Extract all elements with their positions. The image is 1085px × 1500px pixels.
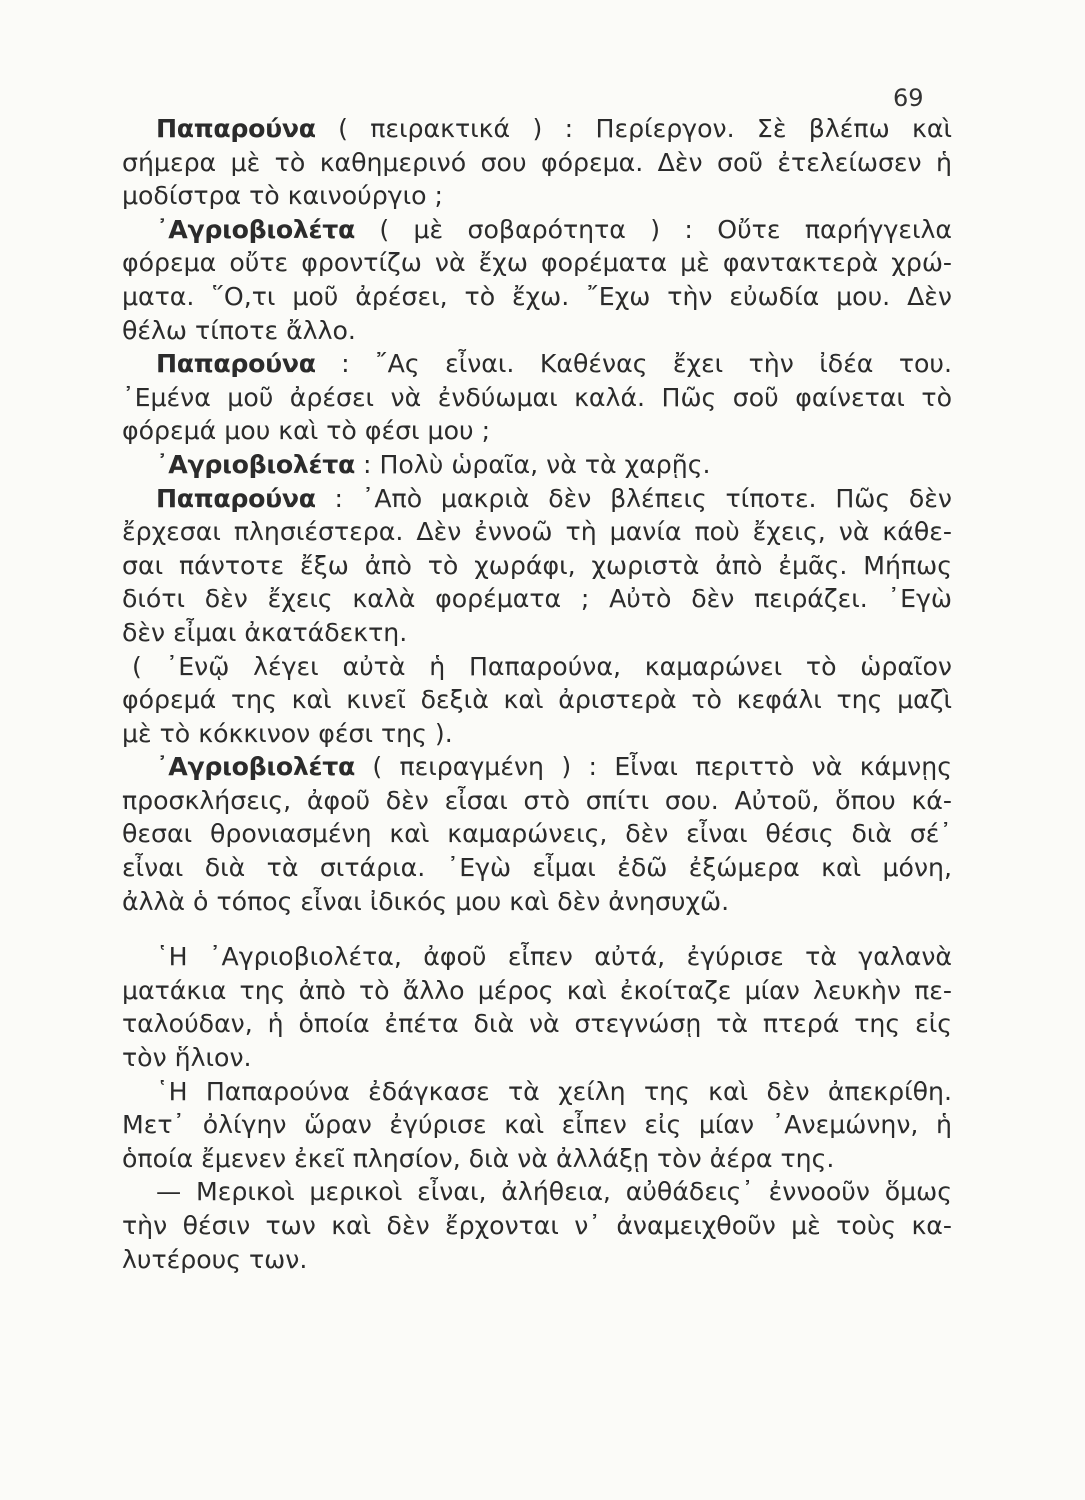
speaker-name: Παπαρούνα bbox=[156, 349, 316, 379]
text-line: ἀλλὰ ὁ τόπος εἶναι ἰδικός μου καὶ δὲν ἀνησυχῶ. bbox=[122, 886, 730, 916]
speaker-name: ᾿Αγριοβιολέτα bbox=[156, 752, 355, 782]
text-line: Μετ᾿ ὀλίγην ὥραν ἐγύρισε καὶ εἶπεν εἰς μίαν ᾿Ανεμώνην, ἡ bbox=[122, 1110, 952, 1140]
text-line: ῾Η ᾿Αγριοβιολέτα, ἀφοῦ εἶπεν αὐτά, ἐγύρισε τὰ γαλανὰ bbox=[156, 942, 952, 972]
stage-direction: μὲ τὸ κόκκινον φέσι της ). bbox=[122, 718, 453, 748]
text-line: ἔρχεσαι πλησιέστερα. Δὲν ἐννοῶ τὴ μανία ποὺ ἔχεις, νὰ κάθε- bbox=[122, 517, 952, 547]
text-line: προσκλήσεις, ἀφοῦ δὲν εἶσαι στὸ σπίτι σου. Αὐτοῦ, ὅπου κά- bbox=[122, 785, 952, 815]
stage-direction: ( ᾿Ενῷ λέγει αὐτὰ ἡ Παπαρούνα, καμαρώνει τὸ ὡραῖον bbox=[132, 651, 952, 681]
speaker-name: Παπαρούνα bbox=[156, 483, 316, 513]
text-line: ματάκια της ἀπὸ τὸ ἄλλο μέρος καὶ ἐκοίταζε μίαν λευκὴν πε- bbox=[122, 975, 952, 1005]
text-line: θεσαι θρονιασμένη καὶ καμαρώνεις, δὲν εἶναι θέσις διὰ σέ᾿ bbox=[122, 819, 952, 849]
text-line: εἶναι διὰ τὰ σιτάρια. ᾿Εγὼ εἶμαι ἐδῶ ἐξώμερα καὶ μόνη, bbox=[122, 853, 952, 883]
text-line: ᾿Αγριοβιολέτα ( μὲ σοβαρότητα ) : Οὔτε παρήγγειλα bbox=[156, 214, 952, 244]
text-line: ᾿Εμένα μοῦ ἀρέσει νὰ ἐνδύωμαι καλά. Πῶς σοῦ φαίνεται τὸ bbox=[122, 382, 952, 412]
speaker-name: Παπαρούνα bbox=[156, 114, 316, 143]
speaker-name: ᾿Αγριοβιολέτα bbox=[156, 449, 355, 479]
text-line: ταλούδαν, ἡ ὁποία ἐπέτα διὰ νὰ στεγνώσῃ τὰ πτερά της εἰς bbox=[122, 1009, 952, 1039]
page-number: 69 bbox=[893, 84, 924, 112]
text-line: σαι πάντοτε ἔξω ἀπὸ τὸ χωράφι, χωριστὰ ἀπὸ ἐμᾶς. Μήπως bbox=[122, 550, 952, 580]
text-line: ὁποία ἔμενεν ἐκεῖ πλησίον, διὰ νὰ ἀλλάξῃ τὸν ἀέρα της. bbox=[122, 1143, 835, 1173]
text-line: Παπαρούνα ( πειρακτικά ) : Περίεργον. Σὲ βλέπω καὶ bbox=[156, 114, 952, 143]
text-line: Παπαρούνα : ᾿Απὸ μακριὰ δὲν βλέπεις τίποτε. Πῶς δὲν bbox=[156, 483, 952, 513]
stage-direction: φόρεμά της καὶ κινεῖ δεξιὰ καὶ ἀριστερὰ τὸ κεφάλι της μαζὶ bbox=[122, 685, 952, 715]
text-line: ᾿Αγριοβιολέτα ( πειραγμένη ) : Εἶναι περιττὸ νὰ κάμνῃς bbox=[156, 752, 952, 782]
paragraph-gap bbox=[122, 918, 952, 940]
text-line: φόρεμα οὔτε φροντίζω νὰ ἔχω φορέματα μὲ φαντακτερὰ χρώ- bbox=[122, 248, 952, 278]
text-line: ᾿Αγριοβιολέτα : Πολὺ ὡραῖα, νὰ τὰ χαρῇς. bbox=[156, 449, 711, 479]
text-line: τὸν ἥλιον. bbox=[122, 1043, 252, 1073]
page-body bbox=[122, 112, 952, 1276]
text-line: Παπαρούνα : ῎Ας εἶναι. Καθένας ἔχει τὴν ἰδέα του. bbox=[156, 349, 952, 379]
text-line: θέλω τίποτε ἄλλο. bbox=[122, 315, 356, 345]
text-line: διότι δὲν ἔχεις καλὰ φορέματα ; Αὐτὸ δὲν πειράζει. ᾿Εγὼ bbox=[122, 584, 952, 614]
text-line: — Μερικοὶ μερικοὶ εἶναι, ἀλήθεια, αὐθάδεις᾿ ἐννοοῦν ὅμως bbox=[156, 1177, 952, 1207]
text-line: ματα. ῞Ο,τι μοῦ ἀρέσει, τὸ ἔχω. ῎Εχω τὴν εὐωδία μου. Δὲν bbox=[122, 281, 952, 311]
text-line: ῾Η Παπαρούνα ἐδάγκασε τὰ χείλη της καὶ δὲν ἀπεκρίθη. bbox=[156, 1076, 952, 1106]
text-line: μοδίστρα τὸ καινούργιο ; bbox=[122, 181, 444, 211]
text-line: σήμερα μὲ τὸ καθημερινό σου φόρεμα. Δὲν σοῦ ἐτελείωσεν ἡ bbox=[122, 147, 952, 177]
text-line: δὲν εἶμαι ἀκατάδεκτη. bbox=[122, 617, 408, 647]
speaker-name: ᾿Αγριοβιολέτα bbox=[156, 214, 355, 244]
text-line: φόρεμά μου καὶ τὸ φέσι μου ; bbox=[122, 416, 491, 446]
text-line: λυτέρους των. bbox=[122, 1244, 308, 1274]
text-line: τὴν θέσιν των καὶ δὲν ἔρχονται ν᾿ ἀναμειχθοῦν μὲ τοὺς κα- bbox=[122, 1211, 952, 1240]
